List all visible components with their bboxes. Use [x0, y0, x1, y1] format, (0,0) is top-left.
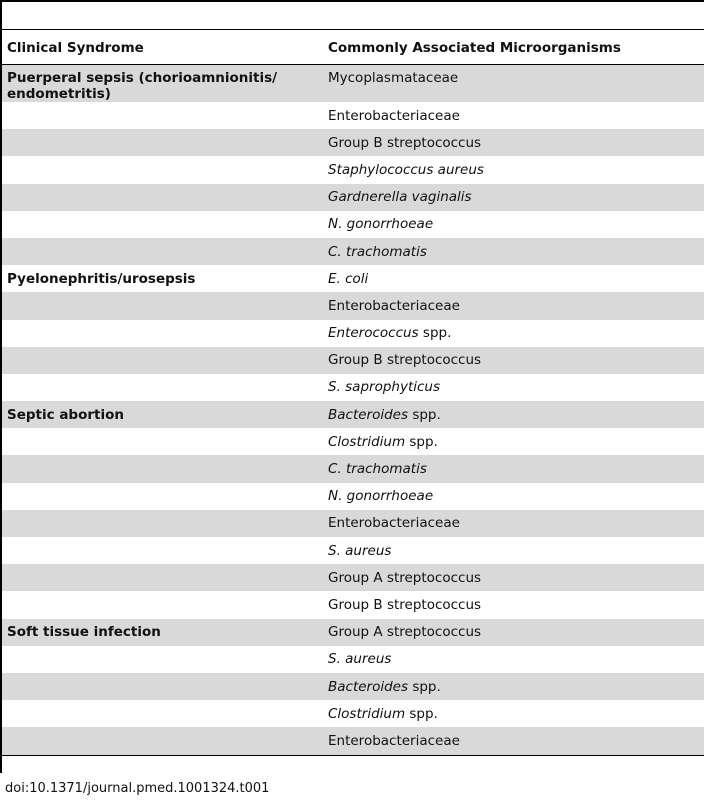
organism-cell	[320, 211, 704, 238]
syndrome-cell	[2, 211, 320, 238]
syndrome-cell	[2, 184, 320, 211]
syndrome-cell	[2, 156, 320, 183]
organism-cell	[320, 347, 704, 374]
organism-text: spp.	[408, 406, 441, 423]
organism-cell	[320, 238, 704, 265]
table-row	[2, 455, 704, 482]
organism-italic: Clostridium	[328, 705, 406, 722]
organism-cell	[320, 510, 704, 537]
organism-italic: Gardnerella vaginalis	[328, 189, 472, 206]
organism-cell	[320, 401, 704, 428]
table-row	[2, 374, 704, 401]
organism-cell	[320, 428, 704, 455]
syndrome-text: Soft tissue infection	[7, 624, 161, 641]
syndrome-cell	[2, 428, 320, 455]
organism-cell	[320, 727, 704, 755]
organism-cell	[320, 537, 704, 564]
syndrome-cell	[2, 320, 320, 347]
table-row	[2, 646, 704, 673]
table-row	[2, 510, 704, 537]
organism-cell	[320, 591, 704, 618]
organism-text: spp.	[408, 678, 441, 695]
organism-text: spp.	[405, 433, 438, 450]
header-clinical-syndrome: Clinical Syndrome	[2, 31, 320, 65]
table-row	[2, 727, 704, 755]
table-row	[2, 184, 704, 211]
syndrome-cell	[2, 727, 320, 755]
header-microorganisms: Commonly Associated Microorganisms	[320, 31, 704, 65]
organism-text: spp.	[405, 705, 438, 722]
organism-italic: Clostridium	[328, 433, 406, 450]
organism-italic: S. saprophyticus	[328, 379, 441, 396]
table-row	[2, 320, 704, 347]
syndrome-cell	[2, 483, 320, 510]
syndrome-cell	[2, 700, 320, 727]
organism-italic: S. aureus	[328, 651, 392, 668]
syndrome-cell	[2, 265, 320, 292]
organism-text: Mycoplasmataceae	[328, 70, 459, 86]
syndrome-cell	[2, 646, 320, 673]
organism-italic: S. aureus	[328, 542, 392, 559]
organism-text: Enterobacteriaceae	[328, 107, 460, 124]
syndrome-cell	[2, 102, 320, 129]
organism-italic: Bacteroides	[328, 678, 409, 695]
syndrome-cell	[2, 619, 320, 646]
organism-cell	[320, 184, 704, 211]
header-row	[2, 31, 704, 65]
table-top-band	[2, 0, 704, 30]
syndrome-cell	[2, 374, 320, 401]
organism-text: Enterobacteriaceae	[328, 297, 460, 314]
organism-text: Group B streptococcus	[328, 134, 482, 151]
table-row	[2, 347, 704, 374]
organism-text: Group B streptococcus	[328, 596, 482, 613]
syndrome-cell	[2, 129, 320, 156]
syndrome-cell	[2, 673, 320, 700]
organism-cell	[320, 65, 704, 103]
organism-cell	[320, 564, 704, 591]
table-row	[2, 700, 704, 727]
table-row	[2, 619, 704, 646]
syndrome-cell	[2, 591, 320, 618]
organism-italic: C. trachomatis	[328, 243, 427, 260]
organism-cell	[320, 673, 704, 700]
syndrome-cell	[2, 537, 320, 564]
organism-cell	[320, 102, 704, 129]
organism-cell	[320, 265, 704, 292]
table-row	[2, 156, 704, 183]
table-row	[2, 591, 704, 618]
organism-cell	[320, 483, 704, 510]
table-row	[2, 292, 704, 319]
syndrome-cell	[2, 347, 320, 374]
syndrome-text: Septic abortion	[7, 406, 124, 423]
organism-italic: C. trachomatis	[328, 461, 427, 478]
organism-text: Enterobacteriaceae	[328, 515, 460, 532]
syndrome-text: Pyelonephritis/urosepsis	[7, 270, 196, 287]
table-row	[2, 265, 704, 292]
table-row	[2, 238, 704, 265]
organism-italic: Bacteroides	[328, 406, 409, 423]
organism-text: Group A streptococcus	[328, 569, 482, 586]
organism-text: Enterobacteriaceae	[328, 732, 460, 749]
organism-cell	[320, 156, 704, 183]
organism-italic: N. gonorrhoeae	[328, 216, 434, 233]
syndrome-table	[2, 31, 704, 756]
table-row	[2, 537, 704, 564]
doi-caption: doi:10.1371/journal.pmed.1001324.t001	[5, 781, 270, 796]
organism-cell	[320, 374, 704, 401]
table-row	[2, 428, 704, 455]
syndrome-cell	[2, 238, 320, 265]
table-row	[2, 65, 704, 103]
syndrome-cell	[2, 292, 320, 319]
table-row	[2, 564, 704, 591]
table-row	[2, 211, 704, 238]
syndrome-cell	[2, 401, 320, 428]
syndrome-cell	[2, 510, 320, 537]
organism-italic: Enterococcus	[328, 325, 419, 342]
table-row	[2, 401, 704, 428]
table-row	[2, 102, 704, 129]
organism-cell	[320, 292, 704, 319]
table-row	[2, 673, 704, 700]
syndrome-cell	[2, 455, 320, 482]
organism-italic: E. coli	[328, 270, 369, 287]
organism-cell	[320, 646, 704, 673]
organism-cell	[320, 320, 704, 347]
table-row	[2, 483, 704, 510]
organism-text: Group A streptococcus	[328, 624, 482, 641]
organism-cell	[320, 455, 704, 482]
organism-text: Group B streptococcus	[328, 352, 482, 369]
organism-italic: Staphylococcus aureus	[328, 161, 484, 178]
syndrome-text: Puerperal sepsis (chorioamnionitis/ endometritis)	[7, 70, 278, 102]
organism-cell	[320, 129, 704, 156]
table-row	[2, 129, 704, 156]
syndrome-cell	[2, 564, 320, 591]
organism-cell	[320, 700, 704, 727]
organism-italic: N. gonorrhoeae	[328, 488, 434, 505]
table-body	[2, 65, 704, 756]
organism-text: spp.	[418, 325, 452, 342]
organism-cell	[320, 619, 704, 646]
syndrome-cell	[2, 65, 320, 103]
